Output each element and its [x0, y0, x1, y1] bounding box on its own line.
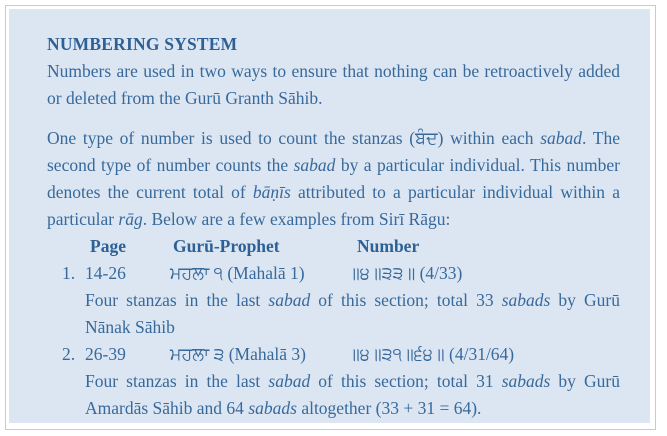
row-description: Four stanzas in the last sabad of this section; total 31 sabads by Gurū Amardās Sāhib and 64 sabads altogether (33 + 31 = 64).: [85, 371, 620, 418]
section-heading: NUMBERING SYSTEM: [47, 34, 238, 54]
page-range: 26-39: [85, 344, 126, 364]
number-notation: ॥੪॥੩੩॥ (4/33): [348, 263, 463, 283]
column-header-page: Page: [90, 236, 126, 256]
row-index: 2.: [62, 344, 76, 364]
table-row: [47, 260, 620, 287]
guru-prophet-value: ਮਹਲਾ ੩ (Mahalā 3): [170, 344, 306, 364]
column-header-number: Number: [357, 236, 420, 256]
content-panel: [9, 9, 650, 423]
number-notation: ॥੪॥੩੧॥੬੪॥ (4/31/64): [348, 344, 515, 364]
row-description: Four stanzas in the last sabad of this section; total 33 sabads by Gurū Nānak Sāhib: [85, 290, 620, 337]
page-range: 14-26: [85, 263, 126, 283]
column-header-guru-prophet: Gurū-Prophet: [173, 236, 280, 256]
intro-paragraph: Numbers are used in two ways to ensure that nothing can be retroactively added or deleted from the Gurū Granth Sāhib.: [47, 61, 620, 108]
table-header-row: [47, 233, 620, 260]
body-paragraph: One type of number is used to count the stanzas (ਬੰਦ) within each sabad. The second type of number counts the sabad by a particular individual. This number denotes the current total of bāṇīs attributed to a particular individual within a particular rāg. Below are a few examples from Sirī Rāgu:: [47, 128, 621, 229]
header-spacer: [47, 233, 85, 260]
row-index: 1.: [62, 263, 76, 283]
examples-table: [47, 233, 620, 422]
guru-prophet-value: ਮਹਲਾ ੧ (Mahalā 1): [170, 263, 305, 283]
table-row: [47, 341, 620, 368]
